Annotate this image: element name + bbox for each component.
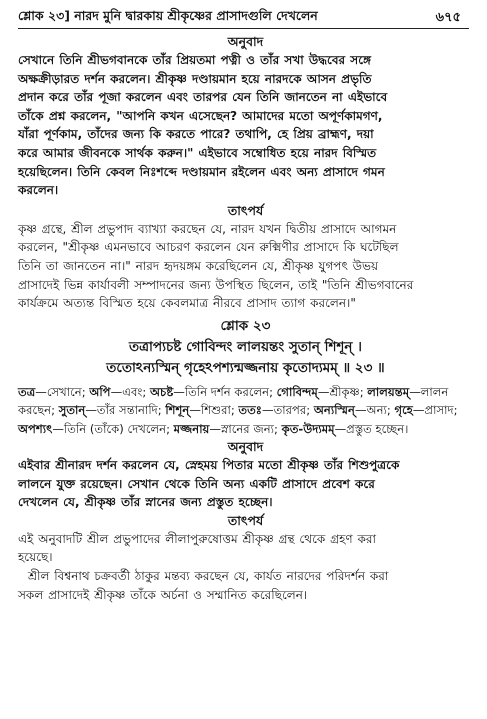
synonym-meaning: তিনি দর্শন করলেন [184, 384, 270, 399]
synonym-meaning: তিনি (তাঁকে) দেখলেন [63, 421, 167, 436]
page-body [18, 33, 473, 604]
purport-heading: তাৎপর্য [227, 202, 264, 218]
synonym-term: ততঃ [238, 403, 262, 418]
synonym-term: গোবিন্দম্ [276, 384, 318, 399]
synonym-term: সুতান্ [58, 403, 86, 418]
translation-heading-2: অনুবাদ [227, 438, 264, 454]
verse-line-2: ততোঽন্যস্মিন্ গৃহেঽপশ্যন্মজ্জনায় কৃতোদ্যমম্ ॥ ২৩ ॥ [106, 359, 385, 376]
synonym-term: অপশ্যৎ [18, 421, 53, 436]
translation-text-2: এইবার শ্রীনারদ দর্শন করলেন যে, স্নেহময় পিতার মতো শ্রীকৃষ্ণ তাঁর শিশুপুত্রকে লালনে যুক্ত রয়েছেন। সেখান থেকে তিনি অন্য একটি প্রাসাদে প্রবেশ করে দেখলেন যে, শ্রীকৃষ্ণ তাঁর স্নানের জন্য প্রস্তুত হচ্ছেন। [18, 457, 400, 510]
verse-line-1: তত্রাপ্যচষ্ট গোবিন্দং লালয়ন্তং সুতান্ শিশূন্ । [128, 338, 363, 355]
synonym-term: অচষ্ট [150, 384, 174, 399]
synonym-term: শিশূন্ [165, 403, 190, 418]
translation-heading: অনুবাদ [227, 34, 264, 49]
synonym-meaning: সেখানে [46, 384, 82, 399]
page-number: ৬৭৫ [435, 10, 461, 25]
synonym-meaning: প্রাসাদ [424, 403, 454, 418]
header-title: শ্লোক ২৩] নারদ মুনি দ্বারকায় শ্রীকৃষ্ণের প্রাসাদগুলি দেখলেন [18, 8, 318, 23]
synonym-term: তত্র [18, 384, 36, 399]
header-rule [18, 28, 469, 29]
verse-title: শ্লোক ২৩ [220, 317, 271, 334]
synonym-meaning: তারপর [273, 403, 307, 418]
synonym-term: অপি [89, 384, 111, 399]
synonyms-block: তত্র—সেখানে; অপি—এবং; অচষ্ট—তিনি দর্শন করলেন; গোবিন্দম্—শ্রীকৃষ্ণ; লালয়ন্তম্—লালন করছেন; সুতান্—তাঁর সন্তানাদি; শিশূন্—শিশুরা; ততঃ—তারপর; অন্যস্মিন্—অন্য; গৃহে—প্রাসাদ; অপশ্যৎ—তিনি (তাঁকে) দেখলেন; মজ্জনায়—স্নানের জন্য; কৃত-উদ্যমম্—প্রস্তুত হচ্ছেন। [18, 384, 458, 436]
synonym-term: কৃত-উদ্যমম্ [281, 421, 335, 436]
synonym-term: লালয়ন্তম্ [367, 384, 410, 399]
synonym-meaning: অন্য [366, 403, 387, 418]
synonym-meaning: তাঁর সন্তানাদি [96, 403, 158, 418]
synonym-meaning: শ্রীকৃষ্ণ [329, 384, 360, 399]
synonym-term: গৃহে [394, 403, 413, 418]
purport-text-2a: এই অনুবাদটি শ্রীল প্রভুপাদের লীলাপুরুষোত্তম শ্রীকৃষ্ণ গ্রন্থ থেকে গ্রহণ করা হয়েছে। [18, 531, 376, 565]
running-header [18, 6, 469, 28]
purport-text-2b: শ্রীল বিশ্বনাথ চক্রবর্তী ঠাকুর মন্তব্য করছেন যে, কার্যত নারদের পরিদর্শন করা সকল প্রাসাদেই শ্রীকৃষ্ণ তাঁকে অর্চনা ও সম্মানিত করেছিলেন। [18, 568, 389, 602]
synonym-meaning: লালন করছেন [18, 384, 449, 418]
synonym-meaning: এবং [122, 384, 143, 399]
synonym-term: মজ্জনায় [173, 421, 210, 436]
purport-text: কৃষ্ণ গ্রন্থে, শ্রীল প্রভুপাদ ব্যাখ্যা করছেন যে, নারদ যখন দ্বিতীয় প্রাসাদে আগমন করলেন, "শ্রীকৃষ্ণ এমনভাবে আচরণ করলেন যেন রুক্মিণীর প্রাসাদে কি ঘটেছিল তিনি তা জানতেন না।" নারদ হৃদয়ঙ্গম করেছিলেন যে, শ্রীকৃষ্ণ যুগপৎ উভয় প্রাসাদেই ভিন্ন কার্যাবলী সম্পাদনের জন্য উপস্থিত ছিলেন, তাই "তিনি শ্রীভগবানের কার্যক্রমে অত্যন্ত বিস্মিত হয়ে কেবলমাত্র নীরবে প্রাসাদ ত্যাগ করলেন।" [18, 221, 414, 311]
purport-heading-2: তাৎপর্য [227, 512, 264, 528]
synonym-meaning: শিশুরা [200, 403, 231, 418]
translation-text: সেখানে তিনি শ্রীভগবানকে তাঁর প্রিয়তমা পত্নী ও তাঁর সখা উদ্ধবের সঙ্গে অক্ষক্রীড়ারত দর্শন করলেন। শ্রীকৃষ্ণ দণ্ডায়মান হয়ে নারদকে আসন প্রভৃতি প্রদান করে তাঁর পূজা করলেন এবং তারপর যেন তিনি জানতেন না এইভাবে তাঁকে প্রশ্ন করলেন, "আপনি কখন এসেছেন? আমাদের মতো অপূর্ণকামগণ, যাঁরা পূর্ণকাম, তাঁদের জন্য কি করতে পারে? তথাপি, হে প্রিয় ব্রাহ্মণ, দয়া করে আমার জীবনকে সার্থক করুন।" এইভাবে সম্বোধিত হয়ে নারদ বিস্মিত হয়েছিলেন। তিনি কেবল নিঃশব্দে দণ্ডায়মান রইলেন এবং অন্য প্রাসাদে গমন করলেন। [18, 53, 388, 198]
synonym-term: অন্যস্মিন্ [313, 403, 355, 418]
synonym-meaning: স্নানের জন্য [220, 421, 274, 436]
synonym-meaning: প্রস্তুত হচ্ছেন [346, 421, 405, 436]
